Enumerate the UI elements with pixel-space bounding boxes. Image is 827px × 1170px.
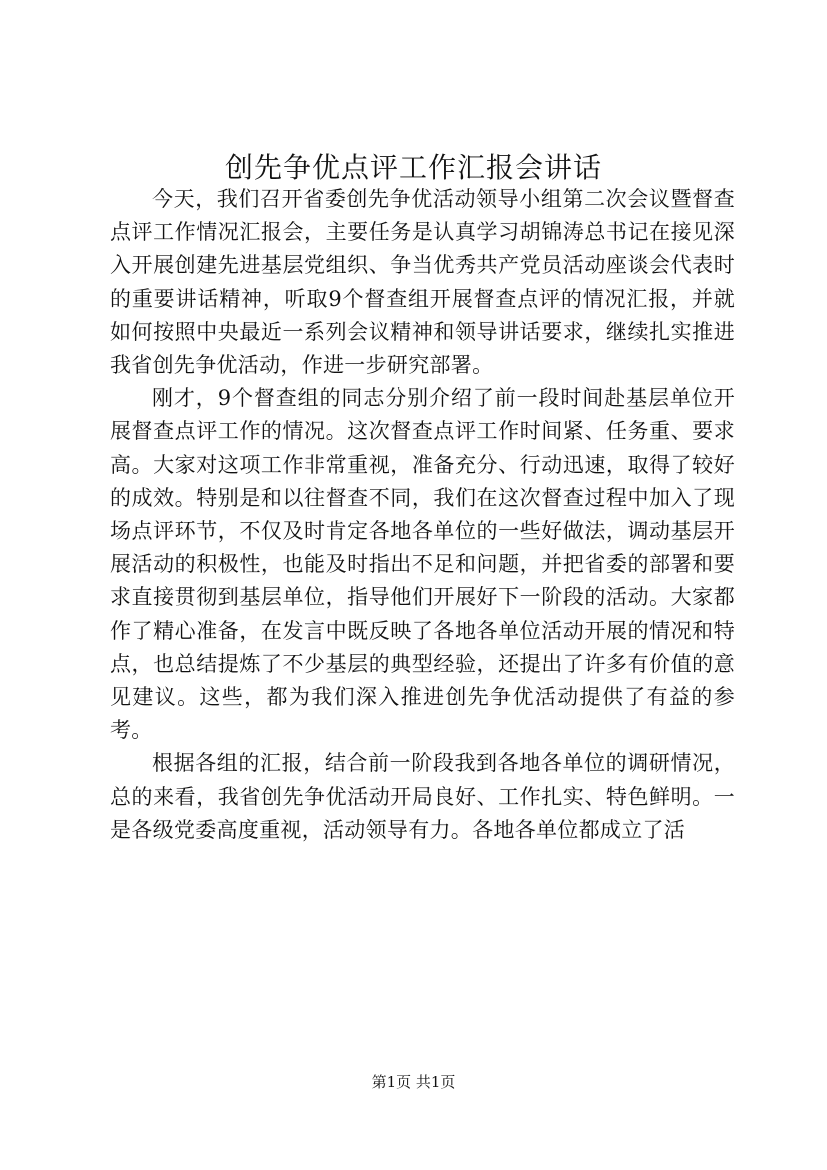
document-body — [110, 183, 735, 847]
page-number-footer: 第1页 共1页 — [371, 1073, 456, 1091]
paragraph-3: 根据各组的汇报，结合前一阶段我到各地各单位的调研情况，总的来看，我省创先争优活动开局良好、工作扎实、特色鲜明。一是各级党委高度重视，活动领导有力。各地各单位都成立了活 — [110, 751, 735, 842]
paragraph-2: 刚才，9个督查组的同志分别介绍了前一段时间赴基层单位开展督查点评工作的情况。这次督查点评工作时间紧、任务重、要求高。大家对这项工作非常重视，准备充分、行动迅速，取得了较好的成效。特别是和以往督查不同，我们在这次督查过程中加入了现场点评环节，不仅及时肯定各地各单位的一些好做法，调动基层开展活动的积极性，也能及时指出不足和问题，并把省委的部署和要求直接贯彻到基层单位，指导他们开展好下一阶段的活动。大家都作了精心准备，在发言中既反映了各地各单位活动开展的情况和特点，也总结提炼了不少基层的典型经验，还提出了许多有价值的意见建议。这些，都为我们深入推进创先争优活动提供了有益的参考。 — [110, 386, 735, 743]
document-title: 创先争优点评工作汇报会讲话 — [224, 151, 602, 184]
paragraph-1: 今天，我们召开省委创先争优活动领导小组第二次会议暨督查点评工作情况汇报会，主要任务是认真学习胡锦涛总书记在接见深入开展创建先进基层党组织、争当优秀共产党员活动座谈会代表时的重要讲话精神，听取9个督查组开展督查点评的情况汇报，并就如何按照中央最近一系列会议精神和领导讲话要求，继续扎实推进我省创先争优活动，作进一步研究部署。 — [110, 187, 735, 378]
